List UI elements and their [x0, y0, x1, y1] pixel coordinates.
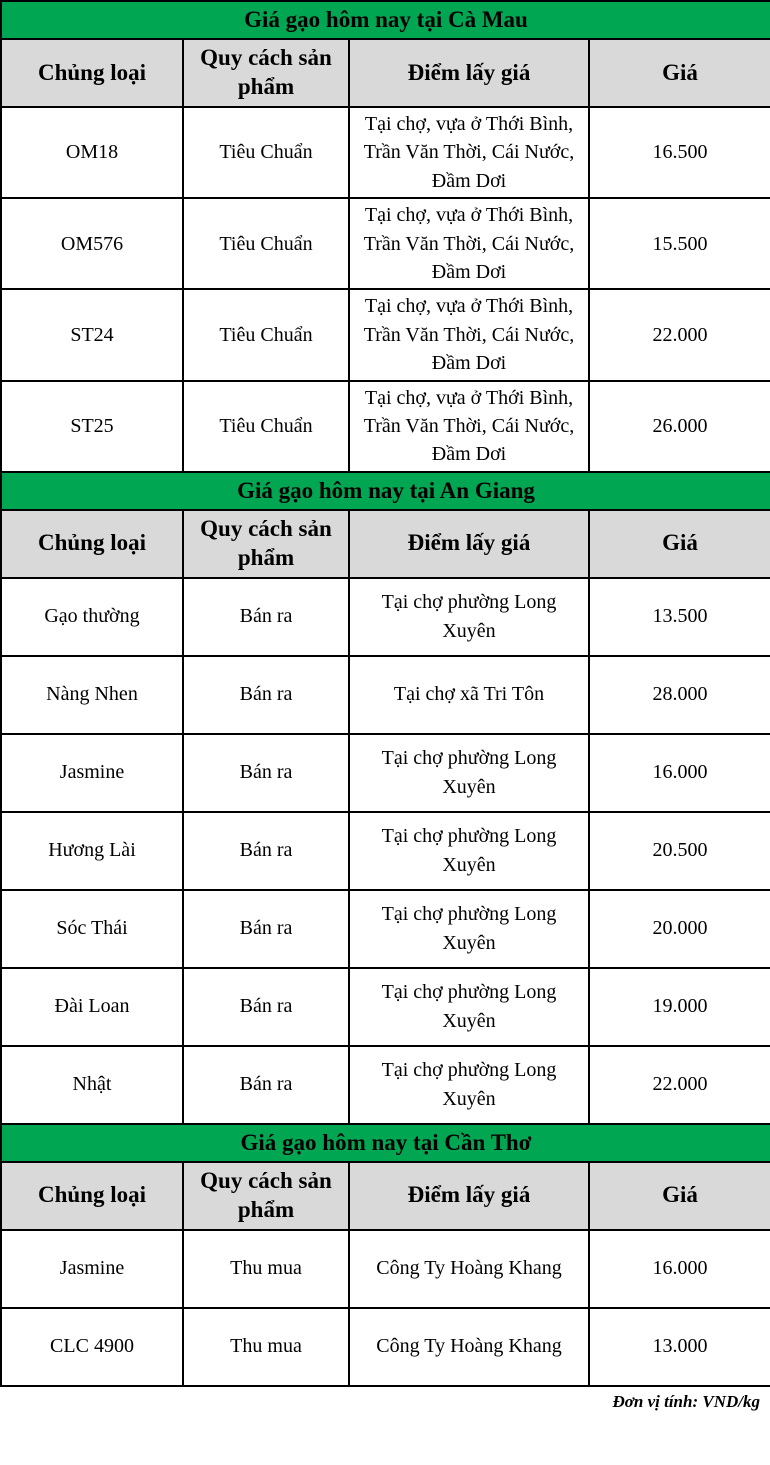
spec-cell: Bán ra [183, 968, 349, 1046]
column-header: Giá [589, 39, 770, 107]
table-row [1, 890, 770, 968]
column-header-row [1, 39, 770, 107]
column-header-row [1, 510, 770, 578]
column-header: Giá [589, 510, 770, 578]
variety-cell: Gạo thường [1, 578, 183, 656]
price-cell: 28.000 [589, 656, 770, 734]
spec-cell: Tiêu Chuẩn [183, 107, 349, 198]
section-band [1, 1, 770, 39]
table-row [1, 1046, 770, 1124]
location-cell: Tại chợ xã Tri Tôn [349, 656, 589, 734]
location-cell: Công Ty Hoàng Khang [349, 1308, 589, 1386]
spec-cell: Thu mua [183, 1308, 349, 1386]
location-cell: Tại chợ phường Long Xuyên [349, 812, 589, 890]
column-header: Điểm lấy giá [349, 1162, 589, 1230]
spec-cell: Tiêu Chuẩn [183, 198, 349, 289]
price-cell: 19.000 [589, 968, 770, 1046]
table-row [1, 656, 770, 734]
column-header: Điểm lấy giá [349, 39, 589, 107]
price-cell: 15.500 [589, 198, 770, 289]
price-cell: 20.500 [589, 812, 770, 890]
column-header: Quy cách sản phẩm [183, 39, 349, 107]
location-cell: Công Ty Hoàng Khang [349, 1230, 589, 1308]
variety-cell: ST25 [1, 381, 183, 472]
column-header: Chủng loại [1, 1162, 183, 1230]
price-cell: 26.000 [589, 381, 770, 472]
variety-cell: CLC 4900 [1, 1308, 183, 1386]
price-cell: 16.500 [589, 107, 770, 198]
location-cell: Tại chợ, vựa ở Thới Bình, Trần Văn Thời, Cái Nước, Đầm Dơi [349, 381, 589, 472]
location-cell: Tại chợ, vựa ở Thới Bình, Trần Văn Thời, Cái Nước, Đầm Dơi [349, 107, 589, 198]
section-band [1, 472, 770, 510]
column-header: Giá [589, 1162, 770, 1230]
table-row [1, 381, 770, 472]
column-header: Điểm lấy giá [349, 510, 589, 578]
section-band [1, 1124, 770, 1162]
price-cell: 20.000 [589, 890, 770, 968]
spec-cell: Bán ra [183, 734, 349, 812]
variety-cell: Jasmine [1, 1230, 183, 1308]
table-row [1, 968, 770, 1046]
column-header: Quy cách sản phẩm [183, 510, 349, 578]
spec-cell: Bán ra [183, 578, 349, 656]
location-cell: Tại chợ phường Long Xuyên [349, 734, 589, 812]
spec-cell: Tiêu Chuẩn [183, 289, 349, 380]
price-cell: 22.000 [589, 1046, 770, 1124]
variety-cell: OM576 [1, 198, 183, 289]
section-title: Giá gạo hôm nay tại An Giang [1, 472, 770, 510]
price-cell: 22.000 [589, 289, 770, 380]
price-cell: 13.000 [589, 1308, 770, 1386]
table-row [1, 1230, 770, 1308]
variety-cell: Đài Loan [1, 968, 183, 1046]
variety-cell: Sóc Thái [1, 890, 183, 968]
variety-cell: Nàng Nhen [1, 656, 183, 734]
column-header: Chủng loại [1, 510, 183, 578]
variety-cell: Jasmine [1, 734, 183, 812]
variety-cell: Hương Lài [1, 812, 183, 890]
location-cell: Tại chợ phường Long Xuyên [349, 1046, 589, 1124]
variety-cell: Nhật [1, 1046, 183, 1124]
unit-note: Đơn vị tính: VND/kg [612, 1391, 760, 1411]
table-row [1, 1308, 770, 1386]
location-cell: Tại chợ phường Long Xuyên [349, 890, 589, 968]
spec-cell: Bán ra [183, 890, 349, 968]
section-title: Giá gạo hôm nay tại Cần Thơ [1, 1124, 770, 1162]
spec-cell: Bán ra [183, 1046, 349, 1124]
table-row [1, 289, 770, 380]
spec-cell: Tiêu Chuẩn [183, 381, 349, 472]
column-header-row [1, 1162, 770, 1230]
price-cell: 16.000 [589, 1230, 770, 1308]
table-row [1, 107, 770, 198]
table-row [1, 578, 770, 656]
section-title: Giá gạo hôm nay tại Cà Mau [1, 1, 770, 39]
table-row [1, 734, 770, 812]
variety-cell: OM18 [1, 107, 183, 198]
location-cell: Tại chợ phường Long Xuyên [349, 968, 589, 1046]
column-header: Chủng loại [1, 39, 183, 107]
table-row [1, 812, 770, 890]
spec-cell: Thu mua [183, 1230, 349, 1308]
location-cell: Tại chợ, vựa ở Thới Bình, Trần Văn Thời, Cái Nước, Đầm Dơi [349, 198, 589, 289]
location-cell: Tại chợ, vựa ở Thới Bình, Trần Văn Thời, Cái Nước, Đầm Dơi [349, 289, 589, 380]
table-row [1, 198, 770, 289]
column-header: Quy cách sản phẩm [183, 1162, 349, 1230]
spec-cell: Bán ra [183, 812, 349, 890]
variety-cell: ST24 [1, 289, 183, 380]
price-cell: 16.000 [589, 734, 770, 812]
location-cell: Tại chợ phường Long Xuyên [349, 578, 589, 656]
price-cell: 13.500 [589, 578, 770, 656]
spec-cell: Bán ra [183, 656, 349, 734]
